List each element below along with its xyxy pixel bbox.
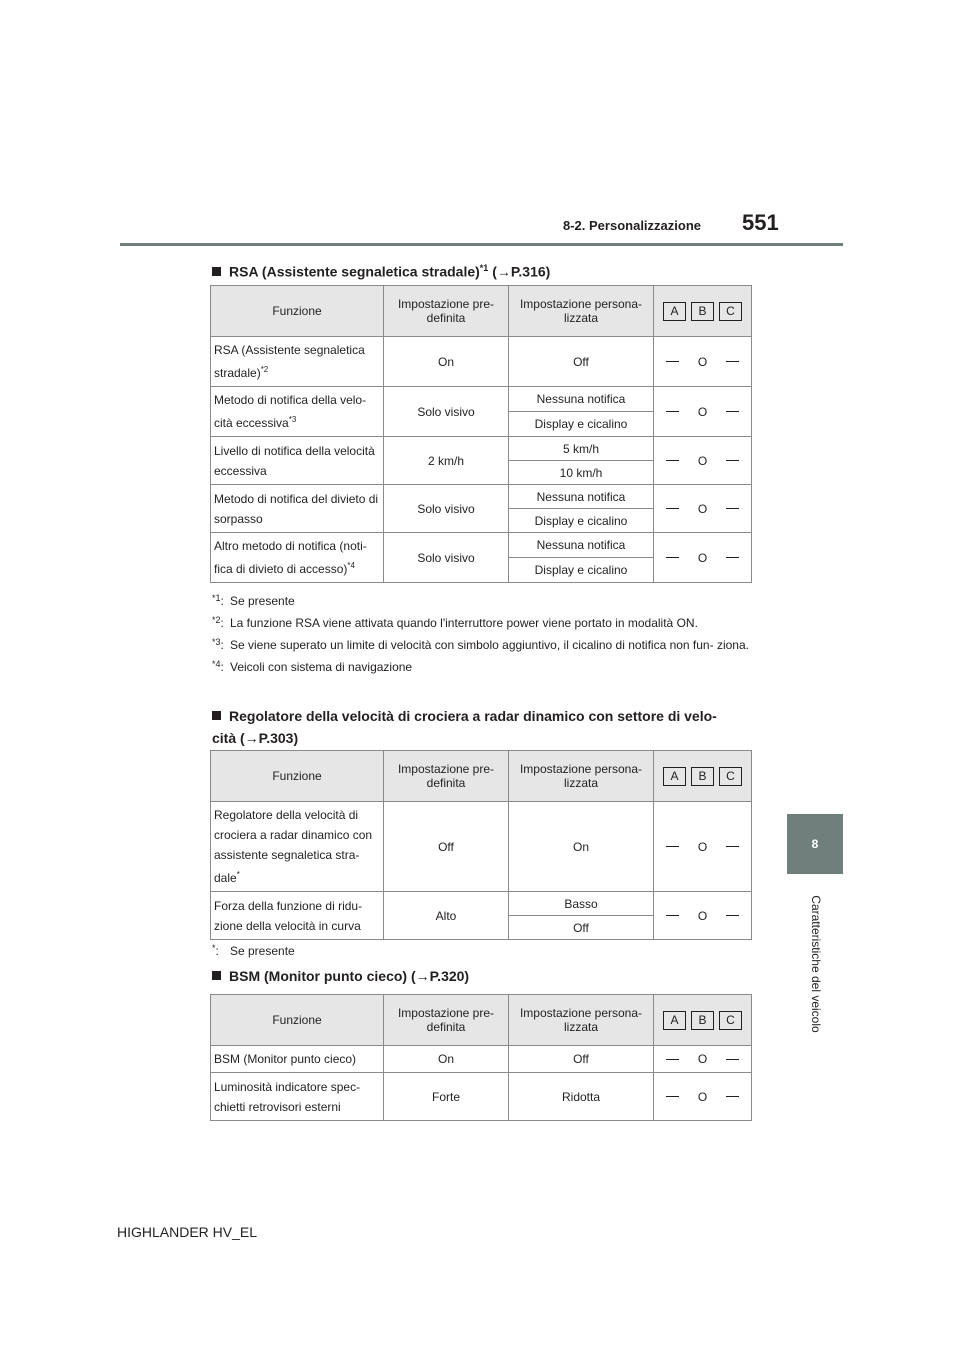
table-header-row: [211, 995, 752, 1046]
table-header-row: [211, 751, 752, 802]
square-bullet-icon: [212, 711, 221, 720]
table-row: Metodo di notifica della velo- cità eccessiva$^{*3}$ Solo visivo Nessuna notifica O: [211, 387, 752, 412]
section-heading: 8-2. Personalizzazione: [563, 218, 701, 233]
header-funzione: Funzione: [211, 286, 384, 337]
table-row: Livello di notifica della velocità eccessiva 2 km/h 5 km/h O: [211, 437, 752, 461]
table-row: Luminosità indicatore spec- chietti retrovisori esterni Forte Ridotta O: [211, 1073, 752, 1121]
model-footer: HIGHLANDER HV_EL: [117, 1224, 258, 1240]
footnotes-rsa: [212, 590, 757, 678]
section-title-cruise: Regolatore della velocità di crociera a radar dinamico con settore di velo- cità (→P.303): [212, 708, 717, 746]
square-bullet-icon: [212, 267, 221, 276]
square-bullet-icon: [212, 971, 221, 980]
table-row: Metodo di notifica del divieto di sorpasso Solo visivo Nessuna notifica O: [211, 485, 752, 509]
header-custom: Impostazione persona- lizzata: [509, 995, 654, 1046]
chapter-tab: 8: [787, 814, 843, 874]
table-row: BSM (Monitor punto cieco) On Off O: [211, 1046, 752, 1073]
header-rule: [120, 243, 843, 246]
header-default: Impostazione pre- definita: [384, 995, 509, 1046]
header-abc: A B C: [654, 286, 752, 337]
table-row: RSA (Assistente segnaletica stradale)$^{*2}$ On Off O: [211, 337, 752, 387]
footnote: *: Se presente: [212, 943, 295, 958]
header-custom: Impostazione persona- lizzata: [509, 286, 654, 337]
bsm-table: [210, 994, 752, 1121]
table-row: Altro metodo di notifica (noti- fica di divieto di accesso)$^{*4}$ Solo visivo Nessuna notifica O: [211, 533, 752, 558]
page-number: 551: [742, 210, 779, 235]
header-default: Impostazione pre- definita: [384, 751, 509, 802]
footnote: *3: Se viene superato un limite di velocità con simbolo aggiuntivo, il cicalino di notifica non fun- ziona.: [212, 637, 749, 652]
chapter-label: Caratteristiche del veicolo: [809, 895, 823, 1033]
footnote: *2: La funzione RSA viene attivata quando l'interruttore power viene portato in modalità ON.: [212, 615, 698, 630]
table-row: Forza della funzione di ridu- zione della velocità in curva Alto Basso O: [211, 892, 752, 916]
footnote: *4: Veicoli con sistema di navigazione: [212, 659, 413, 674]
table-row: Regolatore della velocità di crociera a radar dinamico con assistente segnaletica stra- dale* Off On O: [211, 802, 752, 892]
section-title-bsm: BSM (Monitor punto cieco) (→P.320): [212, 965, 469, 987]
header-funzione: Funzione: [211, 751, 384, 802]
section-title-rsa: RSA (Assistente segnaletica stradale)$^{*1}$ (→P.316): [212, 257, 550, 283]
header-custom: Impostazione persona- lizzata: [509, 751, 654, 802]
cruise-table: Funzione Impostazione pre- definita Impostazione persona- lizzata A B C Regolatore della velocità di crociera a radar dinamico con assistente segnaletica stra- dale* Off On O Forza della funzione di ridu- zione della velocità in curva Alto Basso O Off: [210, 750, 752, 940]
rsa-table: Funzione Impostazione pre- definita Impostazione persona- lizzata A B C RSA (Assistente segnaletica stradale)$^{*2}$ On Off O Metodo di notifica della velo- cità eccessiva$^{*3}$ Solo visivo Nessuna notifica O Display e cicalino Livello di notifica della velocità eccessiva 2 km/h 5 km/h O 10 km/h Metodo di notifica del divieto di sorpasso Solo visivo Nessuna notifica O Display e cicalino Altro metodo di notifica (noti- fica di divieto di accesso)$^{*4}$ Solo visivo Nessuna notifica O Display e cicalino: [210, 285, 752, 583]
footnotes-cruise: [212, 940, 757, 962]
header-abc: A B C: [654, 751, 752, 802]
footnote: *1: Se presente: [212, 593, 295, 608]
header-abc: A B C: [654, 995, 752, 1046]
table-header-row: [211, 286, 752, 337]
header-default: Impostazione pre- definita: [384, 286, 509, 337]
header-funzione: Funzione: [211, 995, 384, 1046]
